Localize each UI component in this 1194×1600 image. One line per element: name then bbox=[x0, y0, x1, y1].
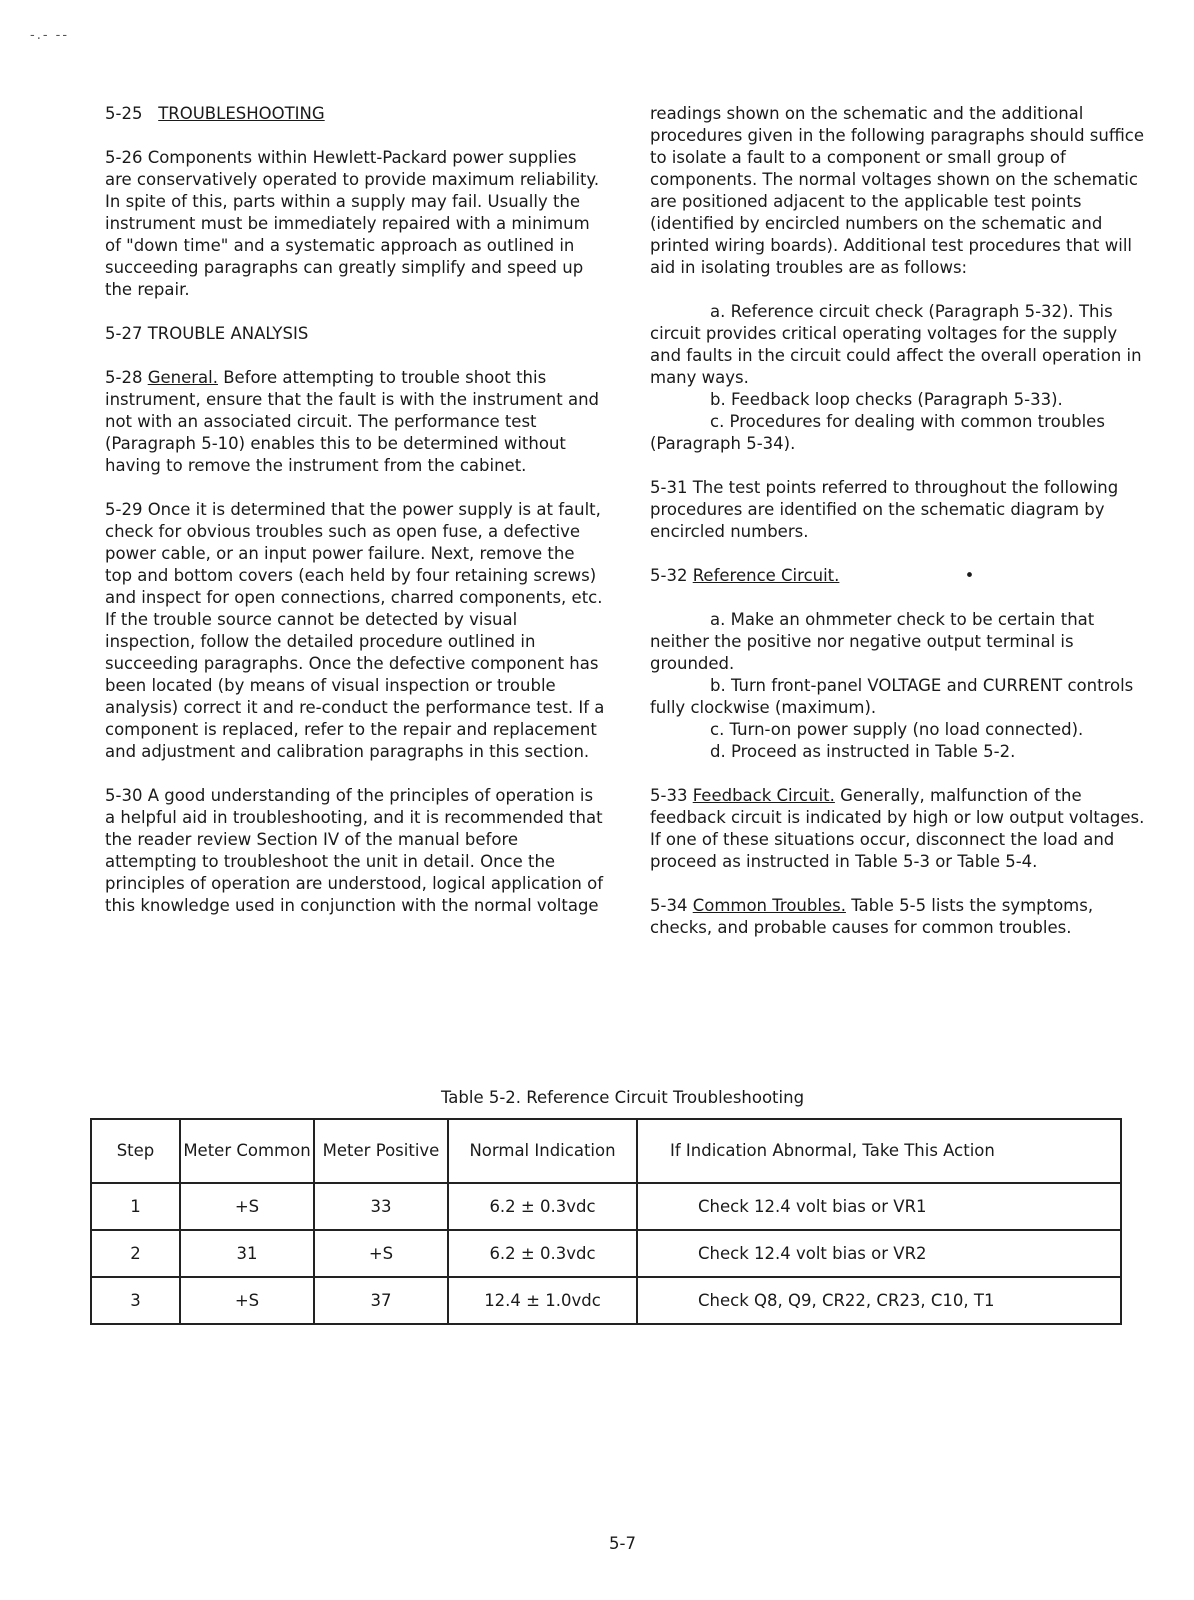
paragraph-title: General. bbox=[147, 368, 218, 387]
heading-title: TROUBLESHOOTING bbox=[158, 104, 325, 123]
paragraph-number: 5-33 bbox=[650, 786, 688, 805]
header-action: If Indication Abnormal, Take This Action bbox=[637, 1119, 1121, 1183]
paragraph-text: Before attempting to trouble shoot this instrument, ensure that the fault is with the instrument and not with an associated circuit. The performance test (Paragraph 5-10) enables this to be determined without having to remove the instrument from the cabinet. bbox=[105, 368, 600, 475]
cell-action: Check 12.4 volt bias or VR2 bbox=[637, 1230, 1121, 1277]
paragraph-continuation: readings shown on the schematic and the additional procedures given in the following paragraphs should suffice to isolate a fault to a component or small group of components. The normal voltages shown on the schematic are positioned adjacent to the applicable test points (identified by encircled numbers on the schematic and printed wiring boards). Additional test procedures that will aid in isolating troubles are as follows: bbox=[650, 104, 1145, 277]
paragraph-number: 5-32 bbox=[650, 566, 688, 585]
cell-meter-common: +S bbox=[180, 1183, 314, 1230]
right-column bbox=[650, 103, 1150, 961]
paragraph-5-28 bbox=[105, 367, 605, 477]
table-caption: Table 5-2. Reference Circuit Troubleshooting bbox=[440, 1088, 805, 1107]
cell-action: Check Q8, Q9, CR22, CR23, C10, T1 bbox=[637, 1277, 1121, 1324]
stray-dot: • bbox=[964, 566, 975, 585]
paragraph-5-32 bbox=[650, 565, 1150, 587]
list-item-c: c. Procedures for dealing with common troubles (Paragraph 5-34). bbox=[650, 412, 1105, 453]
section-heading-5-25 bbox=[105, 103, 605, 125]
cell-normal-indication: 12.4 ± 1.0vdc bbox=[448, 1277, 637, 1324]
header-normal-indication: Normal Indication bbox=[448, 1119, 637, 1183]
reference-circuit-table bbox=[90, 1118, 1122, 1325]
paragraph-number: 5-28 bbox=[105, 368, 143, 387]
cell-step: 3 bbox=[91, 1277, 180, 1324]
cell-meter-positive: 33 bbox=[314, 1183, 448, 1230]
header-meter-positive: Meter Positive bbox=[314, 1119, 448, 1183]
corner-mark: -.- -- bbox=[30, 28, 70, 43]
list-item-b: b. Feedback loop checks (Paragraph 5-33). bbox=[710, 390, 1063, 409]
paragraph-5-33 bbox=[650, 785, 1150, 873]
cell-step: 1 bbox=[91, 1183, 180, 1230]
paragraph-5-27: 5-27 TROUBLE ANALYSIS bbox=[105, 324, 309, 343]
list-item-a: a. Reference circuit check (Paragraph 5-32). This circuit provides critical operating voltages for the supply and faults in the circuit could affect the overall operation in many ways. bbox=[650, 302, 1142, 387]
paragraph-5-34 bbox=[650, 895, 1150, 939]
paragraph-5-26: 5-26 Components within Hewlett-Packard power supplies are conservatively operated to provide maximum reliability. In spite of this, parts within a supply may fail. Usually the instrument must be immediately repaired with a minimum of "down time" and a systematic approach as outlined in succeeding paragraphs can greatly simplify and speed up the repair. bbox=[105, 148, 600, 299]
step-b: b. Turn front-panel VOLTAGE and CURRENT controls fully clockwise (maximum). bbox=[650, 676, 1134, 717]
step-c: c. Turn-on power supply (no load connected). bbox=[710, 720, 1084, 739]
step-a: a. Make an ohmmeter check to be certain that neither the positive nor negative output terminal is grounded. bbox=[650, 610, 1095, 673]
cell-normal-indication: 6.2 ± 0.3vdc bbox=[448, 1230, 637, 1277]
header-meter-common: Meter Common bbox=[180, 1119, 314, 1183]
paragraph-text: Generally, malfunction of the feedback circuit is indicated by high or low output voltages. If one of these situations occur, disconnect the load and proceed as instructed in Table 5-3 or Table 5-4. bbox=[650, 786, 1145, 871]
paragraph-title: Common Troubles. bbox=[692, 896, 846, 915]
heading-number: 5-25 bbox=[105, 104, 143, 123]
table-row bbox=[91, 1183, 1121, 1230]
cell-normal-indication: 6.2 ± 0.3vdc bbox=[448, 1183, 637, 1230]
step-d: d. Proceed as instructed in Table 5-2. bbox=[710, 742, 1016, 761]
cell-meter-positive: 37 bbox=[314, 1277, 448, 1324]
paragraph-text: Table 5-5 lists the symptoms, checks, and probable causes for common troubles. bbox=[650, 896, 1094, 937]
cell-meter-common: 31 bbox=[180, 1230, 314, 1277]
cell-step: 2 bbox=[91, 1230, 180, 1277]
cell-meter-common: +S bbox=[180, 1277, 314, 1324]
header-step: Step bbox=[91, 1119, 180, 1183]
left-column bbox=[105, 103, 605, 939]
paragraph-5-31: 5-31 The test points referred to throughout the following procedures are identified on the schematic diagram by encircled numbers. bbox=[650, 478, 1119, 541]
paragraph-number: 5-34 bbox=[650, 896, 688, 915]
cell-action: Check 12.4 volt bias or VR1 bbox=[637, 1183, 1121, 1230]
page-number: 5-7 bbox=[609, 1534, 636, 1553]
paragraph-5-29: 5-29 Once it is determined that the power supply is at fault, check for obvious troubles such as open fuse, a defective power cable, or an input power failure. Next, remove the top and bottom covers (each held by four retaining screws) and inspect for open connections, charred components, etc. If the trouble source cannot be detected by visual inspection, follow the detailed procedure outlined in succeeding paragraphs. Once the defective component has been located (by means of visual inspection or trouble analysis) correct it and re-conduct the performance test. If a component is replaced, refer to the repair and replacement and adjustment and calibration paragraphs in this section. bbox=[105, 500, 605, 761]
paragraph-5-30: 5-30 A good understanding of the principles of operation is a helpful aid in troubleshooting, and it is recommended that the reader review Section IV of the manual before attempting to troubleshoot the unit in detail. Once the principles of operation are understood, logical application of this knowledge used in conjunction with the normal voltage bbox=[105, 786, 604, 915]
table-row bbox=[91, 1277, 1121, 1324]
table-row bbox=[91, 1230, 1121, 1277]
cell-meter-positive: +S bbox=[314, 1230, 448, 1277]
paragraph-title: Reference Circuit. bbox=[692, 566, 840, 585]
table-header-row bbox=[91, 1119, 1121, 1183]
paragraph-title: Feedback Circuit. bbox=[692, 786, 835, 805]
